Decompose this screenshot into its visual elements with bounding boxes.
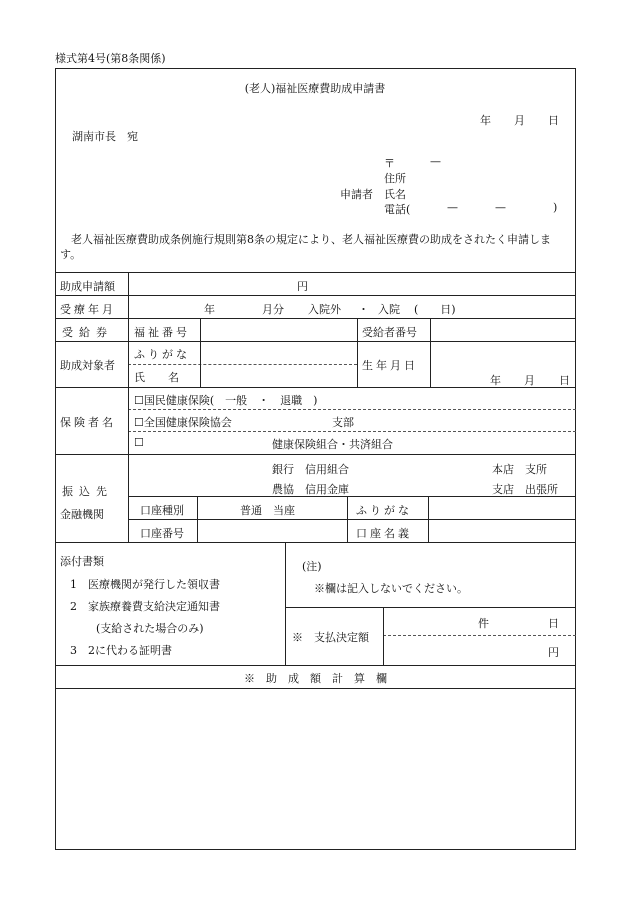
rule xyxy=(55,318,576,319)
phone-dash-1: — xyxy=(447,201,458,214)
rule xyxy=(55,454,576,455)
applicant-name-label: 氏名 xyxy=(384,188,406,201)
treatment-label: 受療年月 xyxy=(60,303,116,316)
rule xyxy=(55,295,576,296)
rule-dashed xyxy=(128,431,576,432)
application-statement xyxy=(60,232,572,262)
bank-label-line2: 金融機関 xyxy=(60,508,104,521)
insurer-branch-label: 支部 xyxy=(332,416,354,429)
rule-vertical xyxy=(430,341,431,387)
notes-text: ※欄は記入しないでください。 xyxy=(314,582,468,595)
amount-label: 助成申請額 xyxy=(60,280,115,293)
date-month-label: 月 xyxy=(514,114,525,127)
rule xyxy=(55,688,576,689)
attachment-item-2: 2 家族療養費支給決定通知書 xyxy=(70,600,220,613)
calculation-header: ※ 助 成 額 計 算 欄 xyxy=(244,672,387,685)
notes-heading: (注) xyxy=(302,560,322,573)
payment-day-unit: 日 xyxy=(548,617,559,630)
certificate-label: 受給券 xyxy=(62,326,113,339)
form-title: (老人)福祉医療費助成申請書 xyxy=(244,82,386,95)
rule-dashed xyxy=(128,409,576,410)
phone-label: 電話( xyxy=(384,203,411,216)
rule-vertical xyxy=(428,496,429,542)
treatment-dot: ・ xyxy=(358,303,369,316)
account-number-label: 口座番号 xyxy=(140,527,184,540)
account-holder-label: 口座名義 xyxy=(356,527,412,540)
rule-vertical xyxy=(347,496,348,542)
date-year-label: 年 xyxy=(480,114,491,127)
subject-label: 助成対象者 xyxy=(60,359,115,372)
form-frame xyxy=(55,68,576,850)
bank-types-line1: 銀行 信用組合 xyxy=(272,463,349,476)
addressee: 湖南市長 宛 xyxy=(72,130,138,143)
treatment-year: 年 xyxy=(204,303,215,316)
amount-unit: 円 xyxy=(297,280,308,293)
insurer-option-other-box: ☐ xyxy=(134,436,144,449)
rule-vertical xyxy=(357,318,358,387)
treatment-days: ( 日) xyxy=(414,303,456,316)
insurer-option-national: ☐国民健康保険( 一般 ・ 退職 ) xyxy=(134,394,318,407)
birth-year: 年 xyxy=(490,374,501,387)
rule-vertical xyxy=(383,607,384,665)
treatment-inpatient: 入院 xyxy=(378,303,400,316)
rule-vertical xyxy=(197,496,198,542)
rule xyxy=(55,542,576,543)
rule-vertical xyxy=(200,318,201,387)
furigana-label: ふりがな xyxy=(134,348,190,361)
form-number: 様式第4号(第8条関係) xyxy=(55,52,166,65)
birth-day: 日 xyxy=(559,374,570,387)
attachment-item-1: 1 医療機関が発行した領収書 xyxy=(70,578,220,591)
treatment-month: 月分 xyxy=(262,303,284,316)
recipient-number-label: 受給者番号 xyxy=(362,326,417,339)
postal-mark: 〒 xyxy=(384,157,395,170)
bank-types-line2: 農協 信用金庫 xyxy=(272,483,349,496)
address-label: 住所 xyxy=(384,172,406,185)
rule xyxy=(128,519,576,520)
insurer-option-association: ☐全国健康保険協会 xyxy=(134,416,232,429)
statement-text: 老人福祉医療費助成条例施行規則第8条の規定により、老人福祉医療費の助成をされたく申請します。 xyxy=(60,233,551,261)
applicant-role-label: 申請者 xyxy=(340,188,373,201)
account-type-label: 口座種別 xyxy=(140,504,184,517)
birth-date-label: 生年月日 xyxy=(362,359,418,372)
attachments-heading: 添付書類 xyxy=(60,555,104,568)
account-furigana-label: ふりがな xyxy=(356,504,412,517)
birth-month: 月 xyxy=(524,374,535,387)
date-day-label: 日 xyxy=(548,114,559,127)
attachment-item-2-note: (支給された場合のみ) xyxy=(96,622,204,635)
rule-vertical xyxy=(285,542,286,665)
payment-decision-label: ※ 支払決定額 xyxy=(292,631,369,644)
welfare-number-label: 福祉番号 xyxy=(134,326,190,339)
branch-types-line2: 支店 出張所 xyxy=(492,483,558,496)
payment-count-unit: 件 xyxy=(478,617,489,630)
rule-dashed xyxy=(128,364,357,365)
attachment-item-3: 3 2に代わる証明書 xyxy=(70,644,172,657)
insurer-label: 保険者名 xyxy=(60,416,116,429)
branch-types-line1: 本店 支所 xyxy=(492,463,547,476)
bank-label-line1: 振込先 xyxy=(62,485,113,498)
postal-dash: — xyxy=(430,155,441,168)
rule xyxy=(55,272,576,273)
payment-yen-unit: 円 xyxy=(548,646,559,659)
treatment-outpatient: 入院外 xyxy=(308,303,341,316)
phone-dash-2: — xyxy=(495,201,506,214)
rule-vertical xyxy=(128,272,129,542)
insurer-option-other: 健康保険組合・共済組合 xyxy=(272,438,393,451)
rule xyxy=(285,607,576,608)
rule xyxy=(55,341,576,342)
rule-dashed xyxy=(383,635,576,636)
rule xyxy=(55,665,576,666)
rule-vertical xyxy=(430,318,431,341)
phone-close: ) xyxy=(553,201,558,214)
subject-name-label: 氏 名 xyxy=(134,371,185,384)
account-type-value: 普通 当座 xyxy=(240,504,295,517)
